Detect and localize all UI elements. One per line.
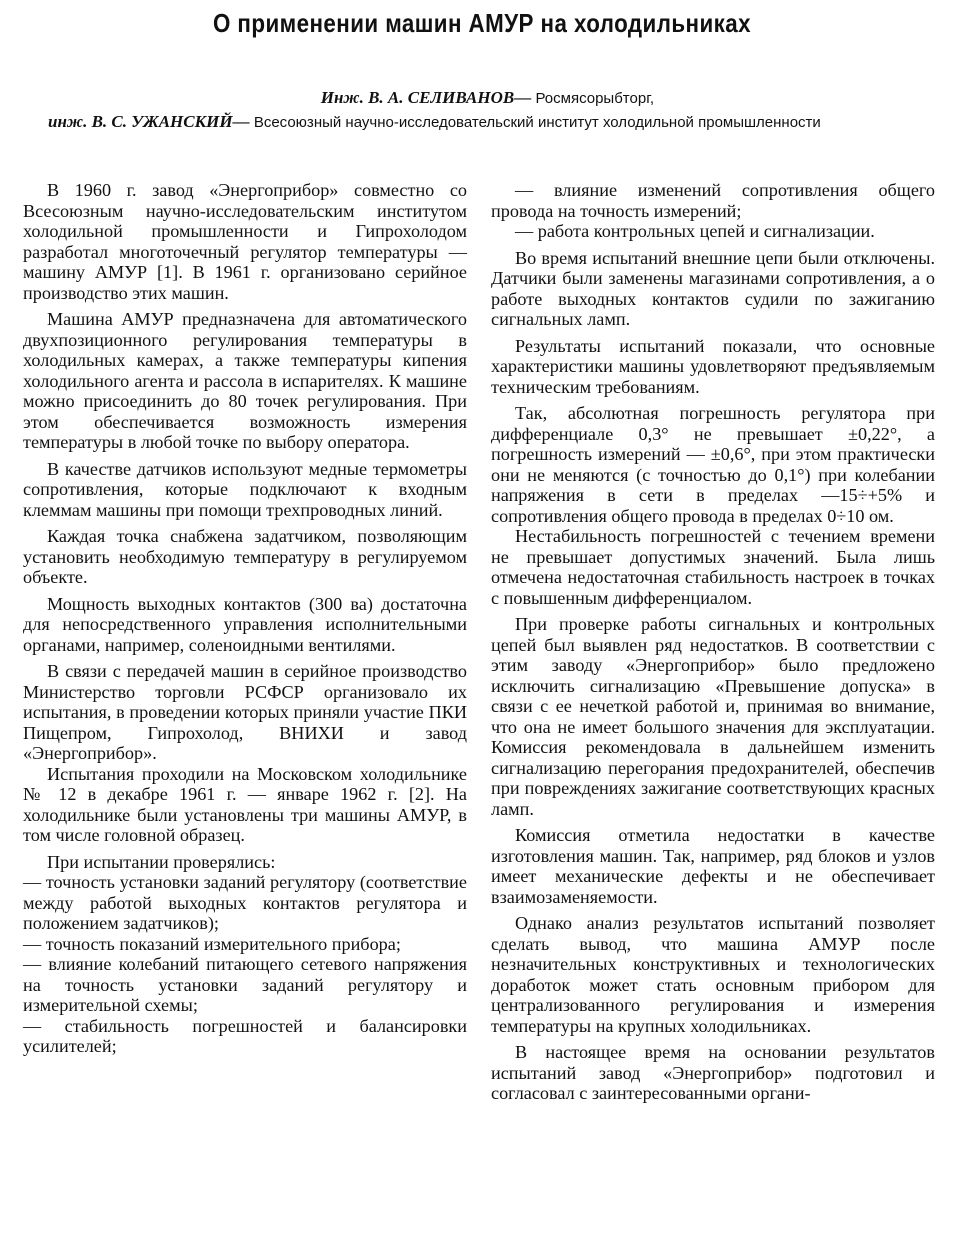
paragraph: Испытания проходили на Московском холодильнике № 12 в декабре 1961 г. — январе 1962 г. [2]. На холодильнике были установлены три машины АМУР, в том числе головной образец.: [23, 763, 467, 845]
paragraph: Мощность выходных контактов (300 ва) достаточна для непосредственного управления исполнительными органами, например, соленоидными вентилями.: [23, 593, 467, 655]
paragraph: Во время испытаний внешние цепи были отключены. Датчики были заменены магазинами сопротивления, а о работе выходных контактов судили по зажиганию сигнальных ламп.: [491, 247, 935, 329]
paragraph: Так, абсолютная погрешность регулятора при дифференциале 0,3° не превышает ±0,22°, а погрешность измерений — ±0,6°, при этом практически они не меняются (с точностью до 0,1°) при колебании напряжения в сети в пределах —15÷+5% и сопротивления общего провода в пределах 0÷10 ом.: [491, 403, 935, 526]
list-item: — стабильность погрешностей и балансировки усилителей;: [23, 1015, 467, 1056]
right-column: [491, 180, 935, 1110]
list-item: — влияние колебаний питающего сетевого напряжения на точность установки заданий регулятору и измерительной схемы;: [23, 954, 467, 1015]
article-title: О применении машин АМУР на холодильниках: [212, 8, 752, 38]
paragraph: В связи с передачей машин в серийное производство Министерство торговли РСФСР организовало их испытания, в проведении которых приняли участие ПКИ Пищепром, Гипрохолод, ВНИХИ и завод «Энергоприбор».: [23, 661, 467, 763]
paragraph: Нестабильность погрешностей с течением времени не превышает допустимых значений. Была лишь отмечена недостаточная стабильность настроек в точках с повышенным дифференциалом.: [491, 526, 935, 608]
author-2-name: инж. В. С. УЖАНСКИЙ—: [48, 112, 250, 131]
list-item: — точность установки заданий регулятору (соответствие между работой выходных контактов регулятора и положением задатчиков);: [23, 872, 467, 933]
paragraph: В качестве датчиков используют медные термометры сопротивления, которые подключают к входным клеммам машины при помощи трехпроводных линий.: [23, 458, 467, 520]
list-item: — влияние изменений сопротивления общего провода на точность измерений;: [491, 180, 935, 221]
paragraph: При испытании проверялись:: [47, 851, 276, 872]
paragraph: Каждая точка снабжена задатчиком, позволяющим установить необходимую температуру в регулируемом объекте.: [23, 526, 467, 587]
author-2: [48, 112, 821, 132]
paragraph: Результаты испытаний показали, что основные характеристики машины удовлетворяют предъявляемым техническим требованиям.: [491, 335, 935, 397]
paragraph: В настоящее время на основании результатов испытаний завод «Энергоприбор» подготовил и согласовал с заинтересованными органи-: [491, 1042, 935, 1103]
paragraph: В 1960 г. завод «Энергоприбор» совместно со Всесоюзным научно-исследовательским институтом холодильной промышленности и Гипрохолодом разработал многоточечный регулятор температуры — машину АМУР [1]. В 1961 г. организовано серийное производство этих машин.: [23, 180, 467, 303]
paragraph: При проверке работы сигнальных и контрольных цепей был выявлен ряд недостатков. В соответствии с этим заводу «Энергоприбор» было предложено исключить сигнализацию «Превышение допуска» в связи с ее нечеткой работой и, принимая во внимание, что она не имеет большого значения для эксплуатации. Комиссия рекомендовала в дальнейшем изменить сигнализацию перегорания предохранителей, обеспечив при повреждениях зажигание соответствующих красных ламп.: [491, 614, 935, 819]
paragraph: Комиссия отметила недостатки в качестве изготовления машин. Так, например, ряд блоков и узлов имеет механические дефекты и не обеспечивает взаимозаменяемости.: [491, 825, 935, 907]
left-column: [23, 180, 467, 1057]
author-1-name: Инж. В. А. СЕЛИВАНОВ—: [320, 88, 532, 107]
author-1-affiliation: Росмясорыбторг,: [535, 90, 654, 107]
author-2-affiliation: Всесоюзный научно-исследовательский институт холодильной промышленности: [253, 114, 821, 131]
list-item: — работа контрольных цепей и сигнализации.: [515, 221, 875, 241]
paragraph: Однако анализ результатов испытаний позволяет сделать вывод, что машина АМУР после незначительных конструктивных и технологических доработок может стать основным прибором для централизованного регулирования и измерения температуры на крупных холодильниках.: [491, 913, 935, 1036]
paragraph: Машина АМУР предназначена для автоматического двухпозиционного регулирования температуры в холодильных камерах, а также температуры кипения холодильного агента и рассола в испарителях. К машине можно присоединить до 80 точек регулирования. При этом обеспечивается возможность измерения температуры в любой точке по выбору оператора.: [23, 309, 467, 452]
author-1: [321, 88, 654, 108]
list-item: — точность показаний измерительного прибора;: [23, 933, 401, 954]
